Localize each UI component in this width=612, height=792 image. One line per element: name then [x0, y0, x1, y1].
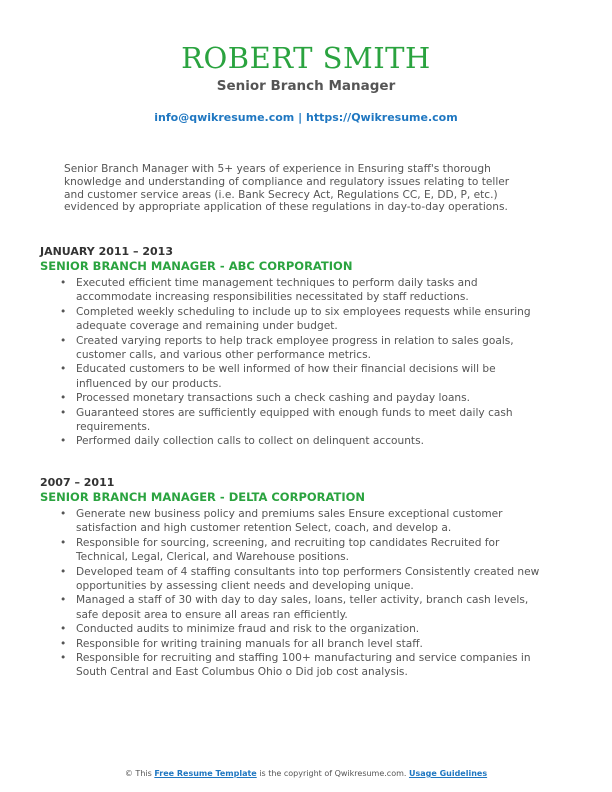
bullet-icon: • [60, 594, 67, 607]
bullet-text: Educated customers to be well informed of how their financial decisions will be influenced by our products. [76, 363, 496, 390]
bullet-icon: • [60, 623, 67, 636]
list-item [40, 334, 540, 363]
bullet-text: Managed a staff of 30 with day to day sales, loans, teller activity, branch cash levels, safe deposit area to ensure all areas ran efficiently. [76, 594, 529, 621]
bullet-text: Responsible for recruiting and staffing 100+ manufacturing and service companies in South Central and East Columbus Ohio o Did job cost analysis. [76, 652, 531, 679]
bullet-icon: • [60, 652, 67, 665]
job-dates: 2007 – 2011 [40, 476, 115, 489]
usage-guidelines-link[interactable]: Usage Guidelines [408, 769, 488, 778]
list-item [40, 434, 540, 448]
list-item [40, 406, 540, 435]
contact-line [0, 111, 612, 125]
free-resume-template-link[interactable]: Free Resume Template [154, 769, 257, 778]
list-item [40, 305, 540, 334]
bullet-icon: • [60, 508, 67, 520]
footer-copyright [0, 768, 612, 780]
bullet-text: Processed monetary transactions such a check cashing and payday loans. [76, 392, 471, 405]
candidate-role: Senior Branch Manager [216, 78, 396, 94]
list-item [40, 536, 540, 565]
footer-middle: is the copyright of Qwikresume.com. [256, 769, 409, 778]
job-bullets [40, 507, 540, 680]
bullet-text: Generate new business policy and premiums sales Ensure exceptional customer satisfaction and high customer retention Select, coach, and develop a. [76, 508, 503, 535]
bullet-text: Guaranteed stores are sufficiently equipped with enough funds to meet daily cash requirements. [76, 406, 513, 434]
list-item [40, 276, 540, 305]
bullet-text: Created varying reports to help track employee progress in relation to sales goals, customer calls, and various other performance metrics. [76, 334, 514, 362]
job-dates: JANUARY 2011 – 2013 [40, 245, 173, 258]
job-title: SENIOR BRANCH MANAGER - ABC CORPORATION [40, 259, 353, 273]
list-item [40, 651, 540, 680]
list-item [40, 565, 540, 594]
candidate-name: ROBERT SMITH [181, 41, 431, 75]
experience-entry [40, 476, 540, 680]
bullet-icon: • [60, 363, 67, 376]
bullet-text: Executed efficient time management techniques to perform daily tasks and accommodate increasing responsibilities necessitated by staff reductions. [76, 277, 478, 304]
bullet-icon: • [60, 392, 67, 405]
footer-prefix: © This [124, 769, 155, 778]
bullet-icon: • [60, 536, 67, 549]
contact-separator: | [298, 111, 303, 124]
job-bullets [40, 276, 540, 449]
list-item [40, 507, 540, 536]
website-link[interactable]: https://Qwikresume.com [305, 111, 458, 124]
list-item [40, 391, 540, 405]
bullet-icon: • [60, 305, 67, 318]
bullet-icon: • [60, 637, 67, 650]
bullet-text: Completed weekly scheduling to include up to six employees requests while ensuring adequate coverage and remaining under budget. [76, 305, 531, 333]
bullet-icon: • [60, 277, 67, 289]
list-item [40, 593, 540, 622]
summary-paragraph: Senior Branch Manager with 5+ years of experience in Ensuring staff's thorough knowledge and understanding of compliance and regulatory issues relating to teller and customer service areas (i.e. Bank Secrecy Act, Regulations CC, E, DD, P, etc.) evidenced by appropriate application of these regulations in day-to-day operations. [64, 163, 510, 214]
bullet-icon: • [60, 406, 67, 419]
job-title: SENIOR BRANCH MANAGER - DELTA CORPORATION [40, 490, 366, 504]
bullet-icon: • [60, 334, 67, 347]
list-item [40, 362, 540, 391]
email-link[interactable]: info@qwikresume.com [154, 111, 295, 124]
bullet-text: Performed daily collection calls to collect on delinquent accounts. [76, 435, 424, 448]
bullet-icon: • [60, 435, 67, 448]
list-item [40, 622, 540, 636]
experience-entry [40, 245, 540, 449]
bullet-text: Responsible for writing training manuals for all branch level staff. [76, 637, 423, 650]
bullet-icon: • [60, 565, 67, 578]
bullet-text: Responsible for sourcing, screening, and recruiting top candidates Recruited for Technical, Legal, Clerical, and Warehouse positions. [76, 536, 500, 564]
list-item [40, 637, 540, 651]
bullet-text: Developed team of 4 staffing consultants into top performers Consistently created new opportunities by assessing client needs and developing unique. [76, 565, 540, 593]
bullet-text: Conducted audits to minimize fraud and risk to the organization. [76, 623, 420, 636]
